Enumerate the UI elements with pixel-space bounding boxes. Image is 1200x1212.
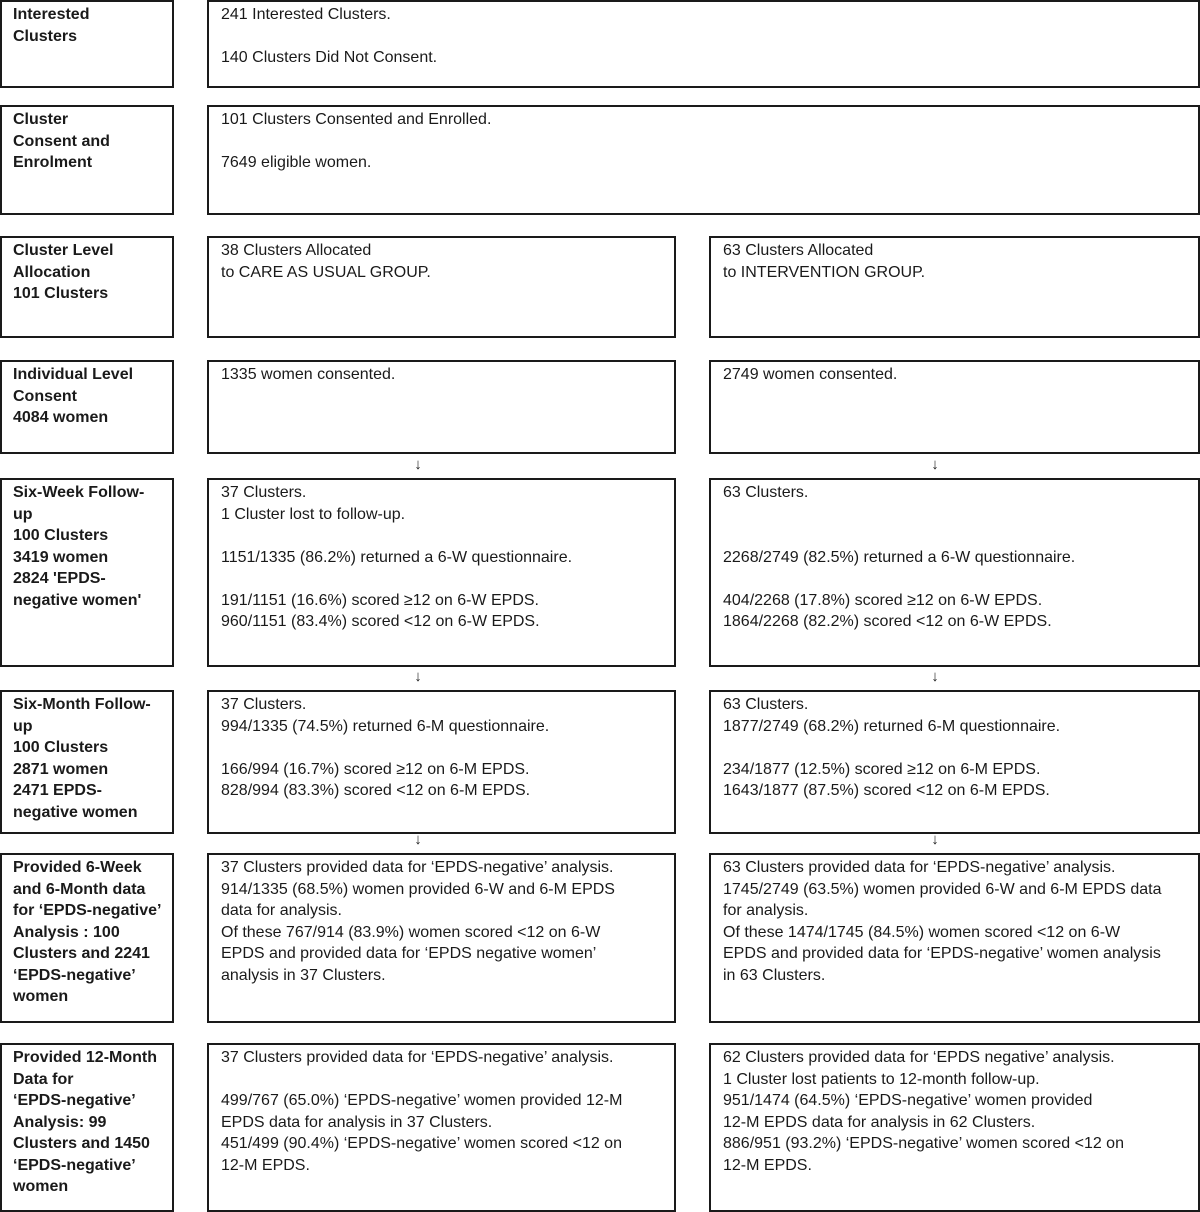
stage-label-line: women [13,1178,69,1195]
blank-line [723,504,1188,526]
intervention-box [709,236,1200,338]
care-as-usual-box-line: 1 Cluster lost to follow-up. [221,505,406,523]
care-as-usual-box-line: 37 Clusters. [221,696,307,713]
stage-label [0,360,174,454]
stage-label [0,0,174,88]
intervention-box-line: 886/951 (93.2%) ‘EPDS-negative’ women scored <12 on [723,1135,1124,1152]
care-as-usual-box-line: 166/994 (16.7%) scored ≥12 on 6-M EPDS. [221,760,530,778]
stage-label-line: Allocation [13,263,91,281]
care-as-usual-box-line: 994/1335 (74.5%) returned 6-M questionnaire. [221,717,550,735]
stage-label-line: Clusters and 2241 [13,945,150,962]
stage-label-line: Six-Month Follow- [13,696,151,713]
stage-label-line: for ‘EPDS-negative’ [13,902,162,919]
down-arrow-icon: ↓ [931,456,939,473]
stage-label-line: ‘EPDS-negative’ [13,1092,136,1109]
care-as-usual-box-line: Of these 767/914 (83.9%) women scored <12 on 6-W [221,923,601,941]
blank-line [221,1069,664,1091]
stage-label [0,1043,174,1212]
intervention-box-line: 1877/2749 (68.2%) returned 6-M questionnaire. [723,717,1061,735]
intervention-box [709,1043,1200,1212]
down-arrow-icon: ↓ [931,831,939,848]
stage-label-line: women [13,988,69,1005]
stage-label-line: Interested [13,6,90,23]
stage-label-line: 101 Clusters [13,285,109,302]
down-arrow-icon: ↓ [931,668,939,685]
care-as-usual-box-line: 960/1151 (83.4%) scored <12 on 6-W EPDS. [221,613,540,630]
care-as-usual-box-line: 499/767 (65.0%) ‘EPDS-negative’ women provided 12-M [221,1092,623,1109]
intervention-box [709,690,1200,834]
intervention-box-line: 1745/2749 (63.5%) women provided 6-W and 6-M EPDS data [723,880,1162,898]
stage-label-line: 100 Clusters [13,739,109,756]
stage-label-line: 2871 women [13,760,109,778]
intervention-box-line: 63 Clusters. [723,484,809,501]
care-as-usual-box-line: 451/499 (90.4%) ‘EPDS-negative’ women scored <12 on [221,1135,622,1152]
blank-line [221,568,664,590]
care-as-usual-box [207,1043,676,1212]
care-as-usual-box-line: 828/994 (83.3%) scored <12 on 6-M EPDS. [221,782,531,799]
care-as-usual-box-line: 1335 women consented. [221,366,396,383]
care-as-usual-box-line: 37 Clusters provided data for ‘EPDS-negative’ analysis. [221,859,614,876]
care-as-usual-box [207,360,676,454]
blank-line [221,131,1188,153]
blank-line [221,26,1188,48]
down-arrow-icon: ↓ [414,456,422,473]
stage-label-line: Cluster [13,111,69,128]
stage-label-line: negative women' [13,591,142,609]
blank-line [723,737,1188,759]
stage-label-line: 2471 EPDS- [13,782,102,799]
intervention-box-line: to INTERVENTION GROUP. [723,263,926,281]
stage-label [0,853,174,1023]
intervention-box-line: Of these 1474/1745 (84.5%) women scored <12 on 6-W [723,923,1121,941]
stage-label-line: Individual Level [13,366,134,383]
care-as-usual-box-line: data for analysis. [221,902,342,919]
care-as-usual-box-line: 1151/1335 (86.2%) returned a 6-W questionnaire. [221,548,573,566]
care-as-usual-box-line: 191/1151 (16.6%) scored ≥12 on 6-W EPDS. [221,591,539,609]
stage-label-line: Data for [13,1070,74,1088]
intervention-box-line: 63 Clusters Allocated [723,242,874,259]
intervention-box-line: 951/1474 (64.5%) ‘EPDS-negative’ women provided [723,1092,1093,1109]
intervention-box-line: 63 Clusters provided data for ‘EPDS-negative’ analysis. [723,859,1116,876]
intervention-box-line: 63 Clusters. [723,696,809,713]
care-as-usual-box-line: to CARE AS USUAL GROUP. [221,263,431,281]
stage-label-line: up [13,717,33,735]
intervention-box-line: 1 Cluster lost patients to 12-month follow-up. [723,1070,1040,1088]
care-as-usual-box-line: 12-M EPDS. [221,1156,310,1174]
stage-label-line: and 6-Month data [13,880,146,898]
care-as-usual-box-line: 914/1335 (68.5%) women provided 6-W and 6-M EPDS [221,880,615,898]
intervention-box-line: 62 Clusters provided data for ‘EPDS negative’ analysis. [723,1049,1115,1066]
intervention-box [709,360,1200,454]
care-as-usual-box [207,236,676,338]
stage-label-line: Six-Week Follow-up [13,484,145,523]
stage-box-full-line: 241 Interested Clusters. [221,6,391,23]
intervention-box-line: 1643/1877 (87.5%) scored <12 on 6-M EPDS. [723,782,1050,799]
stage-label [0,690,174,834]
stage-label-line: Enrolment [13,154,93,171]
stage-box-full [207,105,1200,215]
stage-box-full-line: 7649 eligible women. [221,154,372,171]
intervention-box [709,853,1200,1023]
intervention-box-line: 404/2268 (17.8%) scored ≥12 on 6-W EPDS. [723,591,1043,609]
blank-line [723,568,1188,590]
stage-label-line: 4084 women [13,409,109,426]
stage-label-line: Clusters [13,27,78,45]
blank-line [221,525,664,547]
intervention-box-line: 1864/2268 (82.2%) scored <12 on 6-W EPDS. [723,613,1052,630]
stage-label-line: 100 Clusters [13,527,109,544]
stage-label [0,236,174,338]
intervention-box-line: for analysis. [723,902,809,919]
stage-box-full-line: 101 Clusters Consented and Enrolled. [221,111,492,128]
stage-label-line: Provided 12-Month [13,1049,158,1066]
stage-box-full [207,0,1200,88]
intervention-box-line: 12-M EPDS. [723,1156,812,1174]
stage-label [0,478,174,667]
blank-line [221,737,664,759]
stage-label-line: 3419 women [13,548,109,566]
intervention-box-line: 12-M EPDS data for analysis in 62 Clusters. [723,1113,1036,1131]
care-as-usual-box-line: EPDS and provided data for ‘EPDS negative women’ [221,945,597,962]
stage-label [0,105,174,215]
care-as-usual-box [207,690,676,834]
intervention-box-line: EPDS and provided data for ‘EPDS-negative’ women analysis [723,945,1161,962]
stage-label-line: Cluster Level [13,242,114,259]
intervention-box-line: in 63 Clusters. [723,966,826,984]
stage-label-line: Analysis : 100 [13,923,120,941]
blank-line [723,525,1188,547]
intervention-box-line: 2749 women consented. [723,366,898,383]
care-as-usual-box-line: analysis in 37 Clusters. [221,966,386,984]
down-arrow-icon: ↓ [414,668,422,685]
care-as-usual-box [207,478,676,667]
stage-box-full-line: 140 Clusters Did Not Consent. [221,49,438,66]
stage-label-line: ‘EPDS-negative’ [13,966,136,984]
stage-label-line: Analysis: 99 [13,1113,107,1131]
stage-label-line: Provided 6-Week [13,859,142,876]
stage-label-line: Clusters and 1450 [13,1135,150,1152]
intervention-box-line: 2268/2749 (82.5%) returned a 6-W questionnaire. [723,548,1076,566]
stage-label-line: Consent [13,387,77,405]
intervention-box [709,478,1200,667]
care-as-usual-box-line: 37 Clusters provided data for ‘EPDS-negative’ analysis. [221,1049,614,1066]
care-as-usual-box [207,853,676,1023]
intervention-box-line: 234/1877 (12.5%) scored ≥12 on 6-M EPDS. [723,760,1041,778]
care-as-usual-box-line: EPDS data for analysis in 37 Clusters. [221,1113,493,1131]
stage-label-line: 2824 'EPDS- [13,570,106,587]
stage-label-line: Consent and [13,132,110,150]
stage-label-line: ‘EPDS-negative’ [13,1156,136,1174]
care-as-usual-box-line: 37 Clusters. [221,484,307,501]
stage-label-line: negative women [13,803,138,821]
care-as-usual-box-line: 38 Clusters Allocated [221,242,372,259]
down-arrow-icon: ↓ [414,831,422,848]
